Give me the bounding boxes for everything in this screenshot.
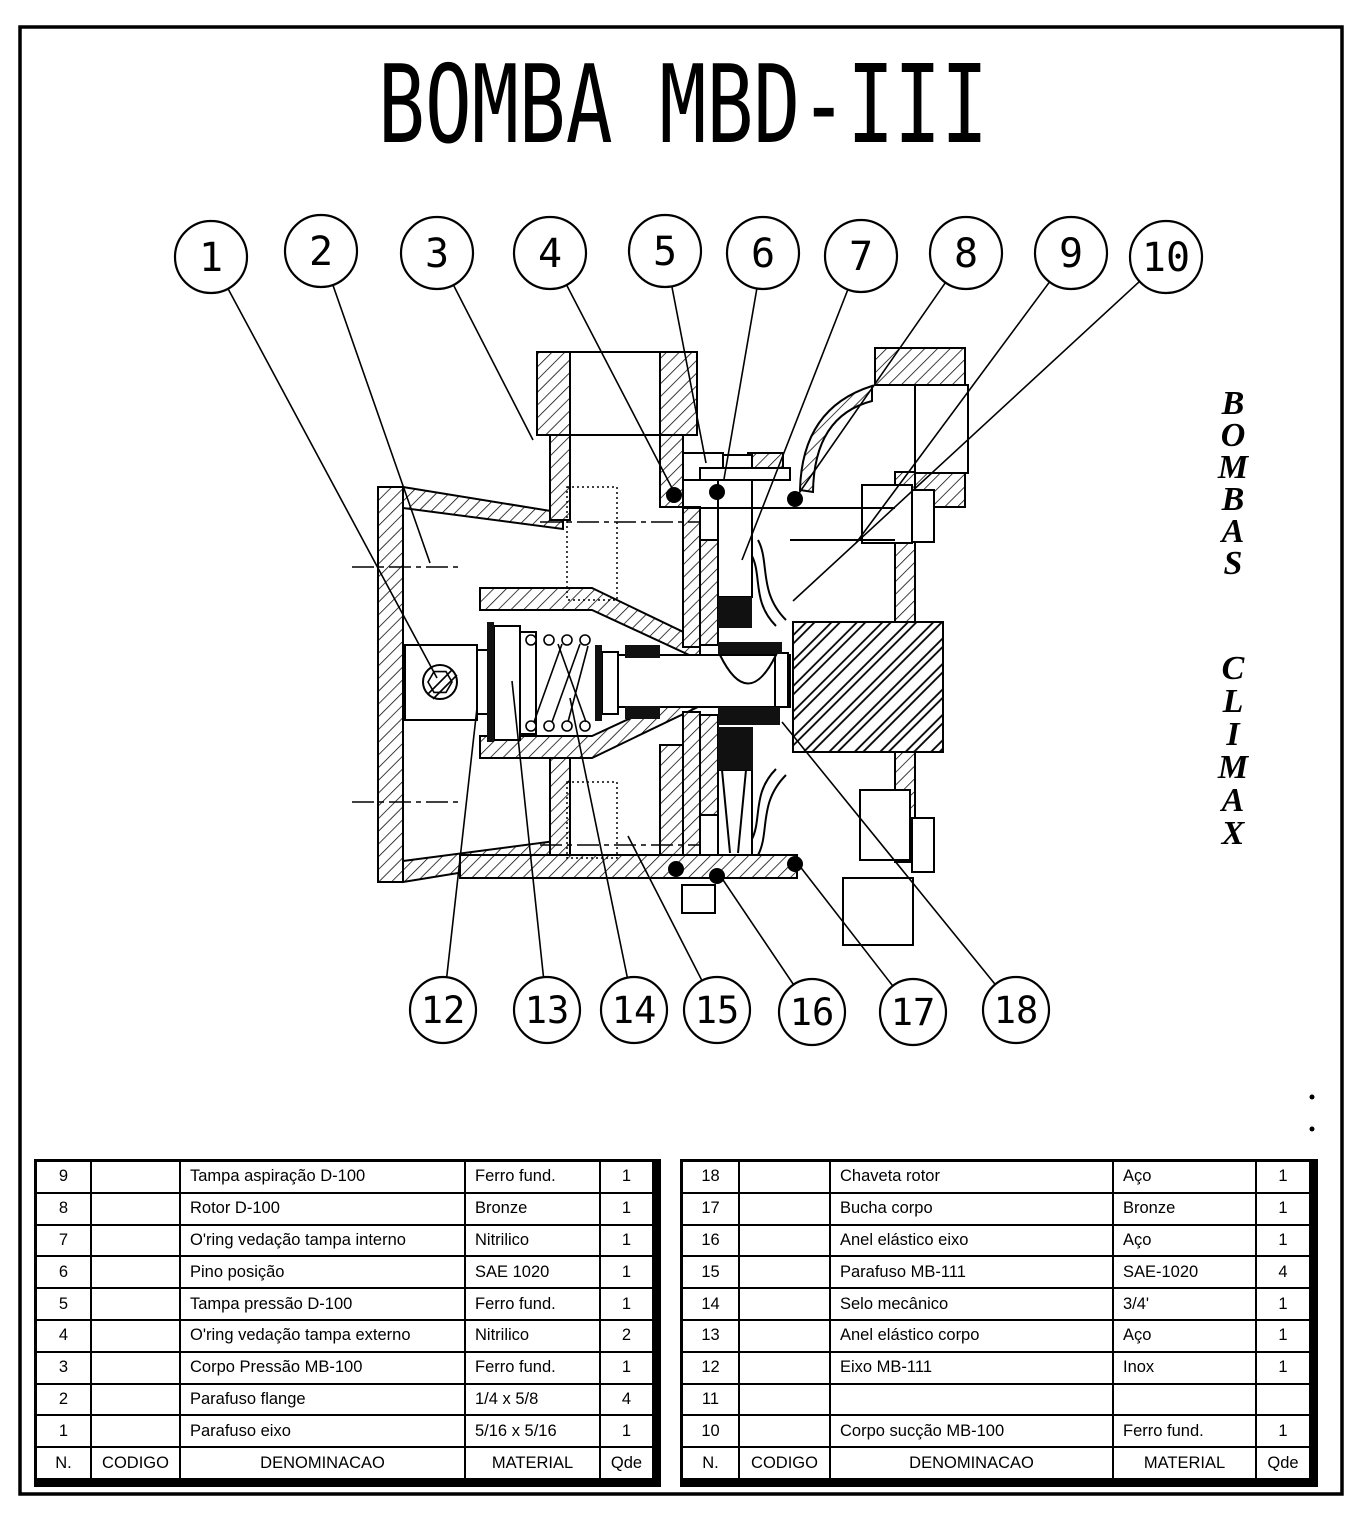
header-material: MATERIAL — [466, 1448, 599, 1478]
cell-qde: 1 — [1257, 1321, 1309, 1351]
cell-codigo — [92, 1321, 179, 1351]
cell-qde: 1 — [601, 1289, 652, 1319]
cell-denominacao: Corpo Pressão MB-100 — [181, 1353, 464, 1383]
cell-qde: 1 — [1257, 1194, 1309, 1224]
callout-label: 10 — [1141, 235, 1191, 281]
cell-codigo — [740, 1353, 829, 1383]
cell-material: 1/4 x 5/8 — [466, 1385, 599, 1415]
leader-line-1 — [211, 257, 437, 678]
callout-label: 17 — [890, 991, 936, 1034]
cell-qde: 4 — [601, 1385, 652, 1415]
pressure-cover-wall — [700, 540, 718, 645]
cell-material: Ferro fund. — [466, 1353, 599, 1383]
callout-13 — [514, 977, 580, 1043]
cell-denominacao: O'ring vedação tampa interno — [181, 1226, 464, 1256]
cell-denominacao: Corpo sucção MB-100 — [831, 1416, 1112, 1446]
cell-qde: 1 — [1257, 1353, 1309, 1383]
cell-codigo — [92, 1257, 179, 1287]
callout-5 — [629, 215, 701, 287]
callout-label: 15 — [694, 989, 740, 1032]
cell-material: Aço — [1114, 1162, 1255, 1192]
brand-letter: B — [1221, 481, 1245, 518]
callout-label: 7 — [848, 234, 874, 280]
o-ring-dot — [709, 484, 725, 500]
cell-denominacao: Chaveta rotor — [831, 1162, 1112, 1192]
callout-8 — [930, 217, 1002, 289]
cell-denominacao: Rotor D-100 — [181, 1194, 464, 1224]
cell-qde: 1 — [1257, 1289, 1309, 1319]
pipe-wall — [660, 745, 683, 855]
o-ring-dot — [668, 861, 684, 877]
cell-material: Bronze — [1114, 1194, 1255, 1224]
callout-label: 14 — [611, 989, 657, 1032]
seal-ring — [602, 652, 618, 714]
cell-codigo — [740, 1194, 829, 1224]
cell-material: Ferro fund. — [466, 1289, 599, 1319]
header-codigo: CODIGO — [740, 1448, 829, 1478]
seal-ring — [520, 632, 536, 734]
header-denominacao: DENOMINACAO — [181, 1448, 464, 1478]
brand-letter: A — [1221, 782, 1245, 819]
cell-material: Ferro fund. — [466, 1162, 599, 1192]
bushing-ring — [625, 645, 660, 658]
cell-denominacao: Bucha corpo — [831, 1194, 1112, 1224]
callout-label: 12 — [420, 989, 466, 1032]
header-n: N. — [683, 1448, 738, 1478]
cell-qde: 1 — [601, 1162, 652, 1192]
cell-n: 4 — [37, 1321, 90, 1351]
cell-material: Aço — [1114, 1321, 1255, 1351]
cell-n: 15 — [683, 1257, 738, 1287]
callout-label: 8 — [953, 231, 979, 277]
callout-1 — [175, 221, 247, 293]
cell-codigo — [92, 1289, 179, 1319]
o-ring-dot — [787, 491, 803, 507]
bom-table-right — [680, 1159, 1318, 1487]
cell-codigo — [740, 1416, 829, 1446]
brand-letter: L — [1222, 683, 1244, 720]
cell-codigo — [92, 1385, 179, 1415]
cell-material: SAE 1020 — [466, 1257, 599, 1287]
o-ring-dot — [709, 868, 725, 884]
cell-material: Inox — [1114, 1353, 1255, 1383]
discharge-flange — [875, 348, 965, 385]
callout-16 — [779, 979, 845, 1045]
cell-codigo — [92, 1353, 179, 1383]
cell-material: Bronze — [466, 1194, 599, 1224]
callout-balloons-bottom — [410, 977, 1049, 1045]
cell-n: 16 — [683, 1226, 738, 1256]
callout-4 — [514, 217, 586, 289]
cell-n: 13 — [683, 1321, 738, 1351]
callout-9 — [1035, 217, 1107, 289]
cell-codigo — [740, 1321, 829, 1351]
callout-label: 1 — [198, 235, 224, 281]
header-material: MATERIAL — [1114, 1448, 1255, 1478]
callout-label: 6 — [750, 231, 776, 277]
callout-label: 3 — [424, 231, 450, 277]
pressure-cover-wall — [683, 712, 700, 855]
pump-cross-section — [352, 348, 968, 945]
callout-label: 16 — [789, 991, 835, 1034]
leader-line-2 — [321, 251, 430, 563]
cell-denominacao: Anel elástico eixo — [831, 1226, 1112, 1256]
callout-label: 13 — [524, 989, 570, 1032]
callout-10 — [1130, 221, 1202, 293]
cell-qde: 1 — [601, 1226, 652, 1256]
cell-denominacao: Parafuso eixo — [181, 1416, 464, 1446]
cell-denominacao: Parafuso MB-111 — [831, 1257, 1112, 1287]
cell-n: 7 — [37, 1226, 90, 1256]
cell-n: 8 — [37, 1194, 90, 1224]
cell-material: Ferro fund. — [1114, 1416, 1255, 1446]
cell-qde: 1 — [601, 1194, 652, 1224]
cell-denominacao: Tampa aspiração D-100 — [181, 1162, 464, 1192]
page-title: BOMBA MBD-III — [378, 43, 988, 168]
cell-qde: 1 — [1257, 1416, 1309, 1446]
callout-label: 5 — [652, 229, 678, 275]
pressure-cover-wall — [700, 715, 718, 815]
header-n: N. — [37, 1448, 90, 1478]
leader-line-10 — [793, 257, 1166, 601]
cell-n: 12 — [683, 1353, 738, 1383]
inlet-bore — [570, 352, 660, 435]
brand-letter: M — [1217, 749, 1249, 786]
cell-n: 2 — [37, 1385, 90, 1415]
cell-qde: 1 — [601, 1416, 652, 1446]
cell-material: Aço — [1114, 1226, 1255, 1256]
inlet-pipe-wall-left — [537, 352, 570, 435]
brand-text-climax — [1217, 650, 1250, 852]
cell-codigo — [740, 1385, 829, 1415]
brand-letter: M — [1217, 449, 1249, 486]
rotor-seal-band — [718, 707, 780, 725]
brand-letter: X — [1221, 815, 1245, 852]
inlet-pipe-wall-right — [660, 352, 697, 435]
callout-7 — [825, 220, 897, 292]
o-ring-dot — [666, 487, 682, 503]
callout-3 — [401, 217, 473, 289]
header-codigo: CODIGO — [92, 1448, 179, 1478]
cell-n: 14 — [683, 1289, 738, 1319]
cell-n: 10 — [683, 1416, 738, 1446]
cell-codigo — [92, 1226, 179, 1256]
callout-15 — [684, 977, 750, 1043]
cell-qde: 1 — [601, 1353, 652, 1383]
cell-n: 11 — [683, 1385, 738, 1415]
bell-housing-top — [403, 487, 563, 529]
cell-n: 6 — [37, 1257, 90, 1287]
shaft-screw — [423, 665, 457, 699]
callout-label: 4 — [537, 231, 563, 277]
brand-text-bombas — [1217, 385, 1250, 582]
callout-balloons-top — [175, 215, 1202, 293]
bushing-ring — [625, 706, 660, 719]
motor-flange-plate — [378, 487, 403, 882]
callout-12 — [410, 977, 476, 1043]
drain-stub — [682, 885, 715, 913]
brand-letter: B — [1221, 385, 1245, 422]
header-denominacao: DENOMINACAO — [831, 1448, 1112, 1478]
rotor-seal-band — [718, 642, 782, 654]
cell-codigo — [92, 1162, 179, 1192]
cell-material: SAE-1020 — [1114, 1257, 1255, 1287]
bolt-head-top — [912, 490, 934, 542]
cell-codigo — [740, 1257, 829, 1287]
cell-qde: 4 — [1257, 1257, 1309, 1287]
brand-letter: I — [1226, 716, 1240, 753]
suction-body-block — [793, 622, 943, 752]
bom-table-left — [34, 1159, 661, 1487]
cell-qde: 2 — [601, 1321, 652, 1351]
stray-dot — [1310, 1095, 1315, 1100]
callout-17 — [880, 979, 946, 1045]
callout-2 — [285, 215, 357, 287]
cell-material: 3/4' — [1114, 1289, 1255, 1319]
brand-letter: C — [1221, 650, 1245, 687]
cell-denominacao: Selo mecânico — [831, 1289, 1112, 1319]
cell-denominacao — [831, 1385, 1112, 1415]
cell-denominacao: Parafuso flange — [181, 1385, 464, 1415]
cell-material: Nitrilico — [466, 1321, 599, 1351]
cell-n: 9 — [37, 1162, 90, 1192]
stray-dot — [1310, 1127, 1315, 1132]
callout-18 — [983, 977, 1049, 1043]
bolt-head-bottom — [912, 818, 934, 872]
cell-denominacao: Eixo MB-111 — [831, 1353, 1112, 1383]
callout-label: 2 — [308, 229, 334, 275]
callout-6 — [727, 217, 799, 289]
rotor-seal-block — [718, 727, 753, 770]
cell-material: Nitrilico — [466, 1226, 599, 1256]
header-qde: Qde — [1257, 1448, 1309, 1478]
cell-qde — [1257, 1385, 1309, 1415]
brand-letter: A — [1221, 513, 1245, 550]
shaft-shoulder — [775, 653, 788, 707]
cell-denominacao: Tampa pressão D-100 — [181, 1289, 464, 1319]
callout-label: 18 — [993, 989, 1039, 1032]
callout-14 — [601, 977, 667, 1043]
cell-qde: 1 — [1257, 1226, 1309, 1256]
cell-denominacao: Pino posição — [181, 1257, 464, 1287]
cell-material: 5/16 x 5/16 — [466, 1416, 599, 1446]
cell-denominacao: Anel elástico corpo — [831, 1321, 1112, 1351]
cell-material — [1114, 1385, 1255, 1415]
cell-codigo — [740, 1162, 829, 1192]
header-qde: Qde — [601, 1448, 652, 1478]
cell-codigo — [92, 1416, 179, 1446]
cell-codigo — [92, 1194, 179, 1224]
cell-n: 18 — [683, 1162, 738, 1192]
seal-bar — [487, 622, 494, 742]
pressure-cover-wall — [683, 507, 700, 647]
cell-codigo — [740, 1226, 829, 1256]
cell-n: 5 — [37, 1289, 90, 1319]
cell-n: 1 — [37, 1416, 90, 1446]
bottom-casing-band — [460, 855, 797, 878]
cell-n: 17 — [683, 1194, 738, 1224]
rotor-seal-block — [718, 597, 752, 628]
callout-label: 9 — [1058, 231, 1084, 277]
cell-denominacao: O'ring vedação tampa externo — [181, 1321, 464, 1351]
cell-qde: 1 — [601, 1257, 652, 1287]
seal-bar — [595, 645, 602, 721]
o-ring-dot — [787, 856, 803, 872]
brand-letter: S — [1223, 545, 1243, 582]
brand-letter: O — [1220, 417, 1246, 454]
cell-qde: 1 — [1257, 1162, 1309, 1192]
cell-codigo — [740, 1289, 829, 1319]
cell-n: 3 — [37, 1353, 90, 1383]
shaft-step — [477, 650, 488, 714]
